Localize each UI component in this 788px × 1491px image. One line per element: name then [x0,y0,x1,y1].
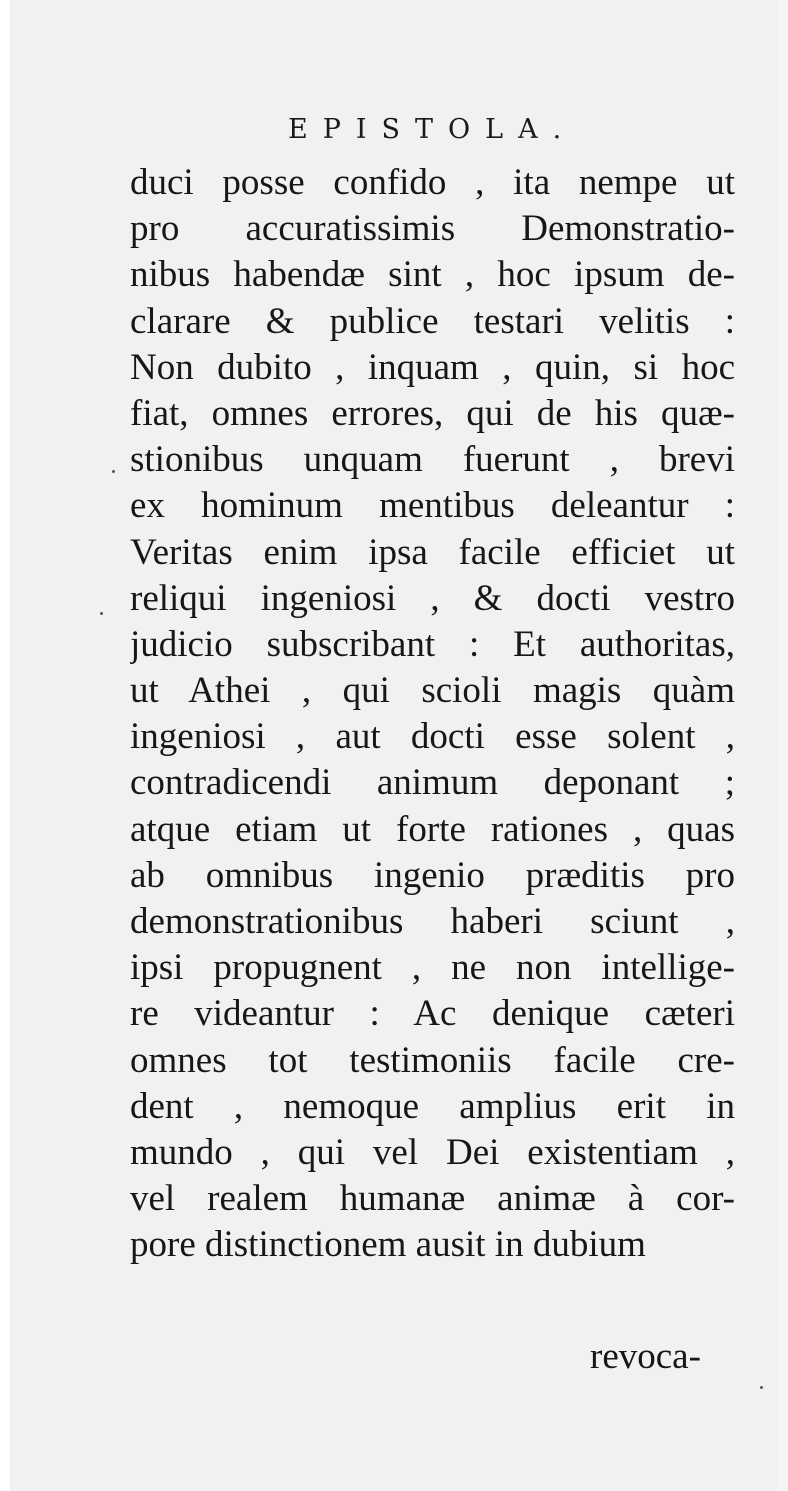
text-line: ipsi propugnent , ne non intellige- [130,947,735,989]
text-line: dent , nemoque amplius erit in [130,1085,735,1127]
text-line: mundo , qui vel Dei existentiam , [130,1131,735,1173]
text-line: atque etiam ut forte rationes , quas [130,808,735,850]
text-line: vel realem humanæ animæ à cor- [130,1178,735,1220]
catchword: revoca- [590,1336,701,1377]
ink-speck [760,1386,763,1389]
text-line: ab omnibus ingenio præditis pro [130,854,735,896]
text-line: contradicendi animum deponant ; [130,762,735,804]
text-line: pore distinctionem ausit in dubium [130,1224,646,1266]
text-line: pro accuratissimis Demonstratio- [130,208,735,250]
text-line: Veritas enim ipsa facile efficiet ut [130,531,735,573]
text-line: clarare & publice testari velitis : [130,300,735,342]
text-line: duci posse confido , ita nempe ut [130,162,735,203]
text-line: fiat, omnes errores, qui de his quæ- [130,392,735,434]
text-line: reliqui ingeniosi , & docti vestro [130,577,735,619]
text-line: demonstrationibus haberi sciunt , [130,901,735,942]
text-line: omnes tot testimoniis facile cre- [130,1039,735,1081]
text-line: ut Athei , qui scioli magis quàm [130,670,735,712]
text-line: judicio subscribant : Et authoritas, [130,623,735,665]
text-line: nibus habendæ sint , hoc ipsum de- [130,254,735,296]
text-line: ingeniosi , aut docti esse solent , [130,716,735,758]
text-line: stionibus unquam fuerunt , brevi [130,439,735,481]
body-text [130,160,735,1269]
ink-speck [112,470,115,473]
scan-margin [0,0,10,1491]
running-head: EPISTOLA. [288,114,577,145]
ink-speck [100,612,103,615]
text-line: Non dubito , inquam , quin, si hoc [130,346,735,388]
text-line: ex hominum mentibus deleantur : [130,485,735,527]
text-line: re videantur : Ac denique cæteri [130,993,735,1035]
